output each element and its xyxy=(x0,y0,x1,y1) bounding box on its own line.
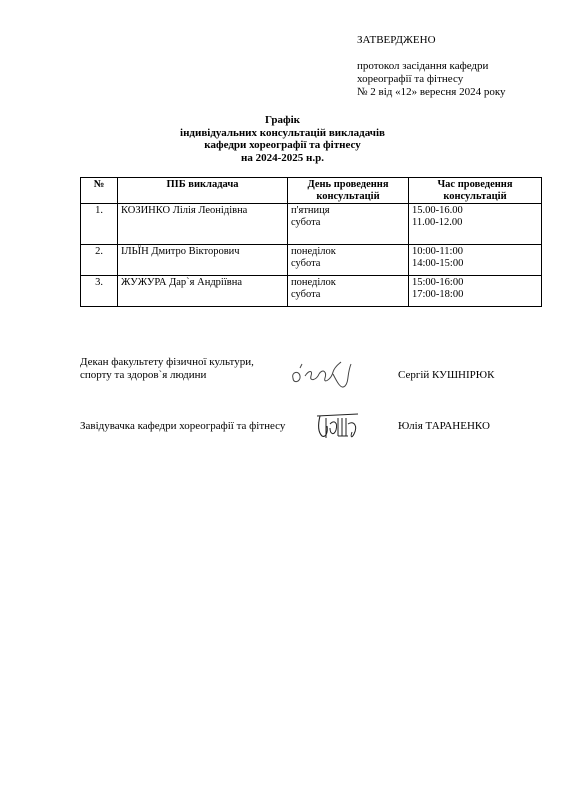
time-value: 14:00-15:00 xyxy=(412,258,464,269)
cell-days xyxy=(288,276,409,307)
time-value: 15:00-16:00 xyxy=(412,277,464,288)
cell-times xyxy=(409,204,542,245)
dean-title-line: Декан факультету фізичної культури, xyxy=(80,356,254,368)
cell-name: ЖУЖУРА Дар`я Андріївна xyxy=(118,276,288,307)
dean-name: Сергій КУШНІРЮК xyxy=(398,369,495,381)
cell-num: 3. xyxy=(81,276,118,307)
consultation-table xyxy=(80,177,542,307)
header-time: Час проведення консультацій xyxy=(409,178,542,204)
dean-title xyxy=(80,356,254,382)
protocol-line: № 2 від «12» вересня 2024 року xyxy=(357,86,506,98)
time-value: 11.00-12.00 xyxy=(412,217,463,228)
table-row xyxy=(81,276,542,307)
head-signature-image xyxy=(314,408,362,442)
header-name: ПІБ викладача xyxy=(118,178,288,204)
day-value: п'ятниця xyxy=(291,205,330,216)
protocol-line: протокол засідання кафедри xyxy=(357,60,489,72)
time-value: 10:00-11:00 xyxy=(412,246,463,257)
cell-num: 1. xyxy=(81,204,118,245)
title-line: індивідуальних консультацій викладачів xyxy=(180,126,385,139)
protocol-line: хореографії та фітнесу xyxy=(357,73,464,85)
time-value: 17:00-18:00 xyxy=(412,289,464,300)
cell-num: 2. xyxy=(81,245,118,276)
header-num: № xyxy=(81,178,118,204)
head-name: Юлія ТАРАНЕНКО xyxy=(398,420,490,432)
day-value: субота xyxy=(291,217,321,228)
time-value: 15.00-16.00 xyxy=(412,205,463,216)
title-line: Графік xyxy=(265,114,300,126)
header-day: День проведення консультацій xyxy=(288,178,409,204)
table-row xyxy=(81,204,542,245)
dean-title-line: спорту та здоров`я людини xyxy=(80,369,207,381)
approval-protocol xyxy=(357,60,506,99)
cell-days xyxy=(288,245,409,276)
cell-times xyxy=(409,276,542,307)
table-row xyxy=(81,245,542,276)
approval-heading: ЗАТВЕРДЖЕНО xyxy=(357,34,436,46)
day-value: понеділок xyxy=(291,277,336,288)
cell-name: ІЛЬЇН Дмитро Вікторович xyxy=(118,245,288,276)
title-line: на 2024-2025 н.р. xyxy=(241,151,324,164)
day-value: субота xyxy=(291,289,321,300)
cell-times xyxy=(409,245,542,276)
document-title xyxy=(0,114,565,164)
title-line: кафедри хореографії та фітнесу xyxy=(204,139,361,151)
cell-name: КОЗИНКО Лілія Леонідівна xyxy=(118,204,288,245)
day-value: понеділок xyxy=(291,246,336,257)
table-header-row xyxy=(81,178,542,204)
dean-signature-image xyxy=(287,356,355,396)
day-value: субота xyxy=(291,258,321,269)
head-title: Завідувачка кафедри хореографії та фітнесу xyxy=(80,420,286,432)
cell-days xyxy=(288,204,409,245)
